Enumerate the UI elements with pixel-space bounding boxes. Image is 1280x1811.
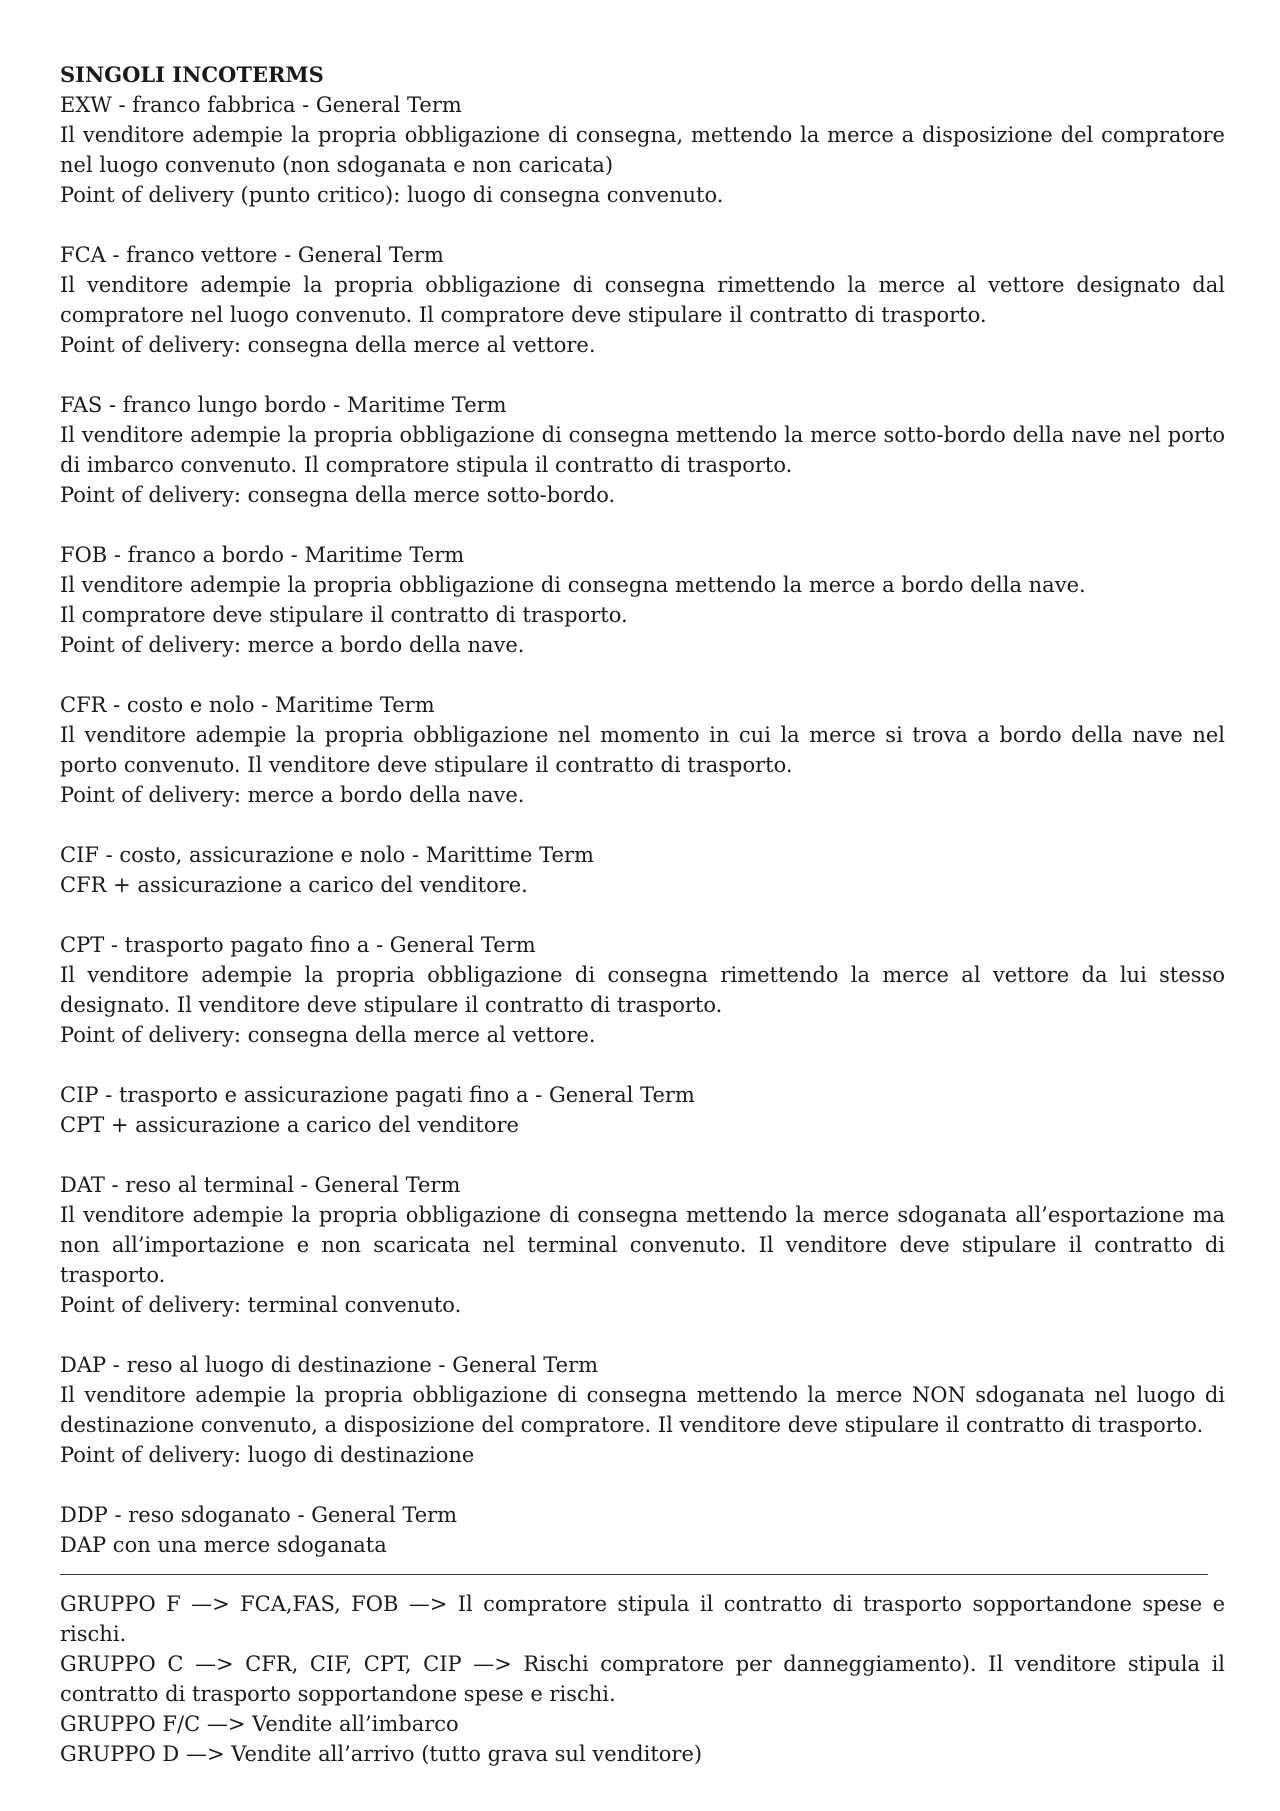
- incoterm-text-line: CPT + assicurazione a carico del venditore: [60, 1113, 519, 1137]
- incoterm-text-line: Point of delivery (punto critico): luogo di consegna convenuto.: [60, 183, 724, 207]
- incoterm-text-line: Il compratore deve stipulare il contratto di trasporto.: [60, 603, 628, 627]
- incoterm-heading: CIF - costo, assicurazione e nolo - Marittime Term: [60, 843, 594, 867]
- incoterm-section: [60, 90, 1225, 210]
- incoterm-text-line: Point of delivery: terminal convenuto.: [60, 1293, 462, 1317]
- incoterm-section: [60, 840, 1225, 900]
- divider-line: [60, 1574, 1208, 1575]
- incoterm-section: [60, 1350, 1225, 1470]
- incoterm-section: [60, 240, 1225, 360]
- incoterm-text-line: Il venditore adempie la propria obbligazione di consegna mettendo la merce NON sdoganata nel luogo di destinazione convenuto, a disposizione del compratore. Il venditore deve stipulare il contratto di trasporto.: [60, 1383, 1225, 1437]
- incoterm-text-line: Il venditore adempie la propria obbligazione di consegna mettendo la merce a bordo della nave.: [60, 573, 1086, 597]
- incoterm-heading: EXW - franco fabbrica - General Term: [60, 93, 462, 117]
- incoterm-text-line: Point of delivery: merce a bordo della nave.: [60, 783, 525, 807]
- incoterm-text-line: Point of delivery: luogo di destinazione: [60, 1443, 475, 1467]
- incoterm-section: [60, 930, 1225, 1050]
- incoterm-heading: DAT - reso al terminal - General Term: [60, 1173, 461, 1197]
- incoterm-section: [60, 690, 1225, 810]
- incoterm-heading: FCA - franco vettore - General Term: [60, 243, 444, 267]
- incoterm-heading: FAS - franco lungo bordo - Maritime Term: [60, 393, 507, 417]
- incoterm-text-line: Point of delivery: merce a bordo della nave.: [60, 633, 525, 657]
- incoterm-text-line: Point of delivery: consegna della merce sotto-bordo.: [60, 483, 616, 507]
- incoterm-section: [60, 1500, 1225, 1560]
- incoterm-heading: CFR - costo e nolo - Maritime Term: [60, 693, 435, 717]
- incoterm-text-line: Point of delivery: consegna della merce al vettore.: [60, 1023, 596, 1047]
- group-summary-line: GRUPPO F/C —> Vendite all’imbarco: [60, 1712, 459, 1736]
- incoterm-section: [60, 390, 1225, 510]
- group-summary-line: GRUPPO F —> FCA,FAS, FOB —> Il compratore stipula il contratto di trasporto sopportandone spese e rischi.: [60, 1592, 1225, 1646]
- incoterm-heading: DDP - reso sdoganato - General Term: [60, 1503, 458, 1527]
- group-summary-line: GRUPPO C —> CFR, CIF, CPT, CIP —> Rischi compratore per danneggiamento). Il venditore stipula il contratto di trasporto sopportandone spese e rischi.: [60, 1652, 1225, 1706]
- incoterm-text-line: DAP con una merce sdoganata: [60, 1533, 387, 1557]
- incoterm-section: [60, 1170, 1225, 1320]
- incoterm-text-line: Il venditore adempie la propria obbligazione di consegna rimettendo la merce al vettore da lui stesso designato. Il venditore deve stipulare il contratto di trasporto.: [60, 963, 1225, 1017]
- incoterm-heading: DAP - reso al luogo di destinazione - General Term: [60, 1353, 599, 1377]
- incoterm-text-line: Il venditore adempie la propria obbligazione nel momento in cui la merce si trova a bordo della nave nel porto convenuto. Il venditore deve stipulare il contratto di trasporto.: [60, 723, 1225, 777]
- document-page: [60, 60, 1225, 1769]
- incoterms-sections: [60, 90, 1225, 1560]
- incoterm-section: [60, 540, 1225, 660]
- incoterm-heading: CPT - trasporto pagato fino a - General Term: [60, 933, 536, 957]
- incoterm-section: [60, 1080, 1225, 1140]
- incoterm-text-line: Il venditore adempie la propria obbligazione di consegna mettendo la merce sotto-bordo della nave nel porto di imbarco convenuto. Il compratore stipula il contratto di trasporto.: [60, 423, 1225, 477]
- incoterm-text-line: Point of delivery: consegna della merce al vettore.: [60, 333, 596, 357]
- incoterm-heading: CIP - trasporto e assicurazione pagati fino a - General Term: [60, 1083, 695, 1107]
- incoterm-text-line: Il venditore adempie la propria obbligazione di consegna rimettendo la merce al vettore designato dal compratore nel luogo convenuto. Il compratore deve stipulare il contratto di trasporto.: [60, 273, 1225, 327]
- incoterm-heading: FOB - franco a bordo - Maritime Term: [60, 543, 465, 567]
- incoterm-text-line: Il venditore adempie la propria obbligazione di consegna, mettendo la merce a disposizione del compratore nel luogo convenuto (non sdoganata e non caricata): [60, 123, 1225, 177]
- group-summary-line: GRUPPO D —> Vendite all’arrivo (tutto grava sul venditore): [60, 1742, 703, 1766]
- incoterm-text-line: CFR + assicurazione a carico del venditore.: [60, 873, 528, 897]
- incoterm-text-line: Il venditore adempie la propria obbligazione di consegna mettendo la merce sdoganata all’esportazione ma non all’importazione e non scaricata nel terminal convenuto. Il venditore deve stipulare il contratto di trasporto.: [60, 1203, 1225, 1287]
- document-title: SINGOLI INCOTERMS: [60, 62, 324, 87]
- groups-summary: [60, 1589, 1225, 1769]
